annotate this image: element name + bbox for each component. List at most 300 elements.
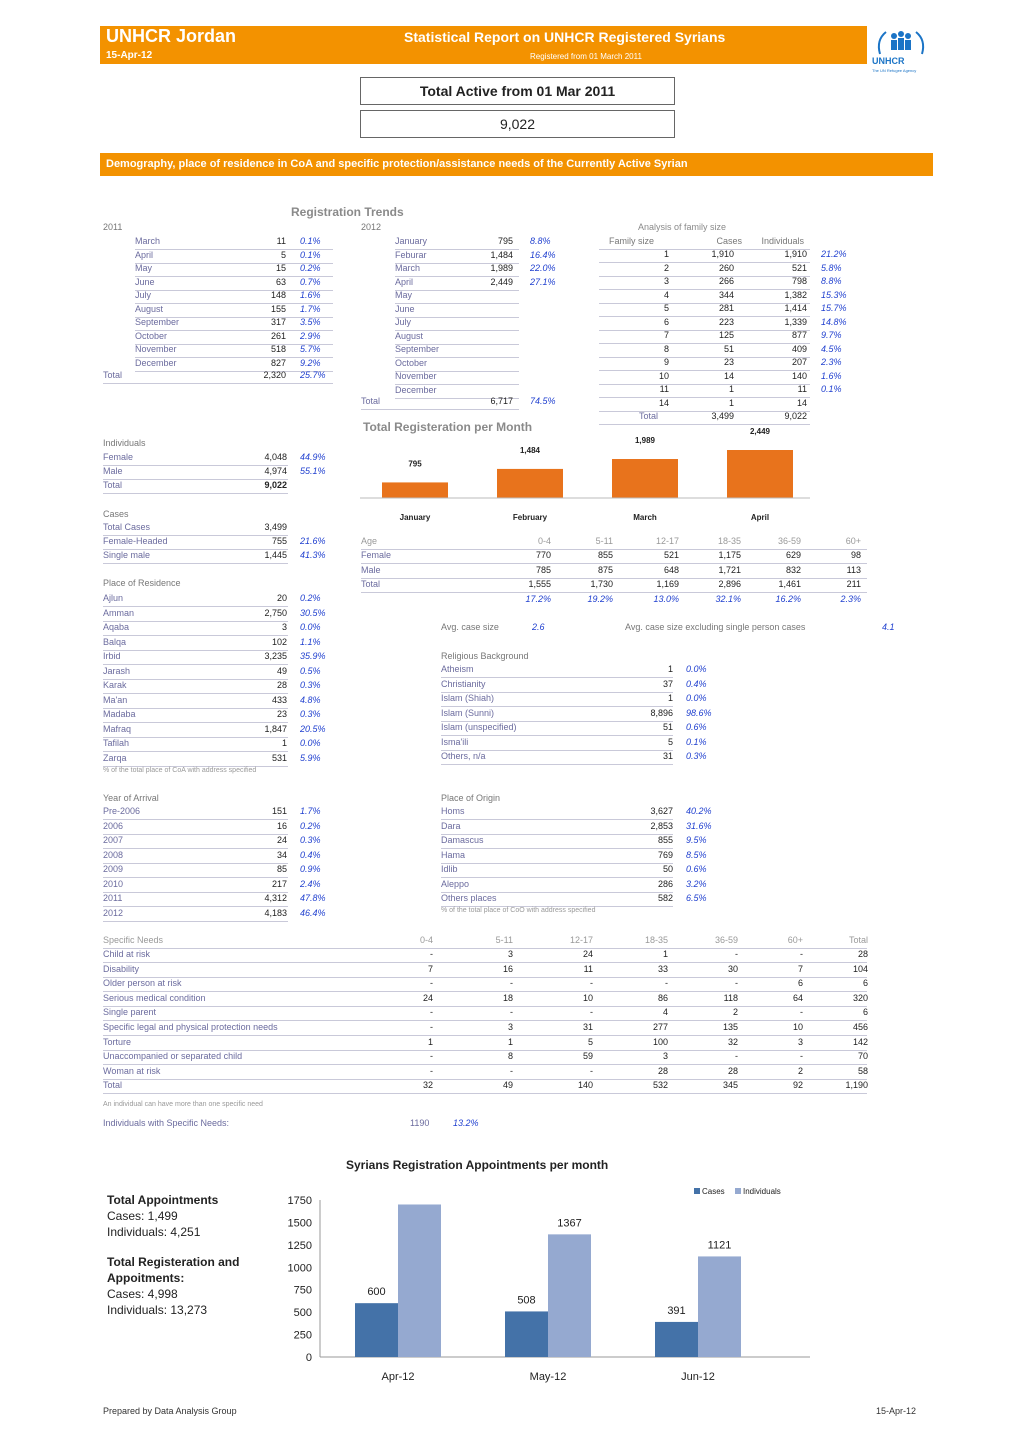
family-row-cell: 5 xyxy=(663,303,669,313)
age-row xyxy=(361,579,867,593)
appointments-summary xyxy=(107,1192,282,1318)
y-tick-label: 1500 xyxy=(287,1217,312,1230)
row-2012-cell: 795 xyxy=(497,236,513,246)
y-tick-label: 750 xyxy=(293,1284,312,1297)
footer-date: 15-Apr-12 xyxy=(876,1406,917,1416)
needs-row-cell: Older person at risk xyxy=(103,978,182,989)
row-2011-cell: 5 xyxy=(280,249,286,260)
row-2012-cell: May xyxy=(395,290,413,300)
needs-row xyxy=(103,1066,867,1080)
religion-row-cell: Atheism xyxy=(441,664,474,674)
appointments-category-label: Jun-12 xyxy=(681,1371,715,1383)
appointments-bar-individuals xyxy=(698,1256,741,1357)
age-row-cell: 648 xyxy=(663,564,679,575)
age-row-cell: Female xyxy=(361,550,392,560)
row-2011-cell: September xyxy=(135,317,180,327)
needs-row-cell: 31 xyxy=(582,1022,593,1032)
needs-row-cell: - xyxy=(800,1051,803,1062)
family-header xyxy=(599,236,810,250)
needs-row-cell: 24 xyxy=(422,992,433,1003)
arrival-row xyxy=(103,907,326,922)
cases-title: Cases xyxy=(103,509,129,519)
arrival-row xyxy=(103,835,321,849)
needs-row-cell: - xyxy=(665,978,668,989)
origin-row-cell: Dara xyxy=(441,820,461,831)
needs-row-cell: 30 xyxy=(727,963,738,974)
needs-row-cell: 32 xyxy=(727,1036,738,1047)
family-header-cell: Cases xyxy=(716,236,742,246)
needs-row-cell: 4 xyxy=(662,1007,668,1018)
age-row xyxy=(361,550,867,564)
row-2011-cell: 261 xyxy=(270,330,286,341)
logo-name: UNHCR xyxy=(872,56,905,66)
family-row-cell: 9.7% xyxy=(821,330,842,340)
religion-row-cell: 98.6% xyxy=(686,707,712,718)
religion-row xyxy=(441,722,707,736)
row-2011-cell: 9.2% xyxy=(300,357,321,368)
religion-row-cell: 0.4% xyxy=(686,678,707,689)
origin-row-cell: 9.5% xyxy=(686,835,707,845)
family-row xyxy=(599,249,847,263)
age-header-cell: 36-59 xyxy=(777,536,801,546)
arrival-row-cell: 2007 xyxy=(103,835,124,845)
y-tick-label: 250 xyxy=(293,1329,312,1342)
family-row xyxy=(599,343,842,358)
residence-row-cell: Aqaba xyxy=(103,622,130,632)
row-2012-cell: 1,989 xyxy=(490,263,513,273)
residence-row-cell: 23 xyxy=(276,709,287,719)
report-title: Statistical Report on UNHCR Registered Syrians xyxy=(404,29,726,45)
residence-row-cell: 35.9% xyxy=(300,651,326,661)
needs-row-cell: 277 xyxy=(652,1022,668,1032)
appointments-bar-label: 600 xyxy=(367,1286,386,1299)
org-name: UNHCR Jordan xyxy=(106,26,237,46)
family-title: Analysis of family size xyxy=(638,222,727,232)
total-label: Total Active from 01 Mar 2011 xyxy=(360,77,675,105)
residence-row-cell: Karak xyxy=(103,680,127,690)
family-row-cell: 1,339 xyxy=(784,316,807,327)
family-row xyxy=(599,370,842,385)
row-2012-total-cell: 74.5% xyxy=(530,396,556,406)
legend-cases-label: Cases xyxy=(702,1187,725,1196)
cases-row-cell: 3,499 xyxy=(264,522,287,532)
residence-row-cell: 102 xyxy=(271,636,287,647)
unhcr-emblem-icon xyxy=(870,26,932,56)
family-row xyxy=(599,303,847,317)
needs-row-cell: - xyxy=(800,1007,803,1018)
row-2012-cell: April xyxy=(395,276,414,287)
section-band: Demography, place of residence in CoA and specific protection/assistance needs of the Currently Active Syrian xyxy=(100,153,933,176)
origin-row xyxy=(441,878,707,893)
family-row-cell: 14 xyxy=(658,397,669,408)
arrival-row-cell: 0.2% xyxy=(300,820,321,831)
row-2012-cell: 22.0% xyxy=(530,263,556,273)
religion-row xyxy=(441,678,707,693)
family-row-cell: 1 xyxy=(728,384,734,394)
religion-row-cell: 0.1% xyxy=(686,736,707,747)
monthly-category-label: April xyxy=(750,513,770,522)
residence-row xyxy=(103,636,321,651)
needs-row xyxy=(103,964,867,978)
residence-note: % of the total place of CoA with address specified xyxy=(103,767,257,774)
monthly-bar xyxy=(382,482,448,498)
arrival-row-cell: 4,312 xyxy=(264,893,287,903)
family-row-cell: 11 xyxy=(659,384,669,394)
needs-row xyxy=(103,1007,867,1021)
individuals-total-cell: 9,022 xyxy=(264,480,287,490)
needs-row-cell: 16 xyxy=(502,963,513,974)
residence-row-cell: 1,847 xyxy=(264,723,287,734)
age-row-cell: 1,730 xyxy=(590,579,613,589)
residence-row-cell: 531 xyxy=(271,752,287,763)
avg-case-value: 2.6 xyxy=(532,622,545,632)
arrival-row-cell: 151 xyxy=(271,806,287,816)
needs-row-cell: 10 xyxy=(582,992,593,1003)
residence-row xyxy=(103,694,321,709)
residence-row-cell: 0.0% xyxy=(300,738,321,748)
appointments-title: Syrians Registration Appointments per month xyxy=(346,1158,609,1172)
residence-row xyxy=(103,651,326,665)
residence-row xyxy=(103,622,321,636)
needs-row-cell: 24 xyxy=(582,949,593,959)
row-2012-cell: Feburar xyxy=(395,249,427,260)
age-pct: 13.0% xyxy=(653,594,679,604)
residence-row-cell: Madaba xyxy=(103,709,136,719)
report-subtitle: Registered from 01 March 2011 xyxy=(530,52,642,61)
monthly-chart-title: Total Registeration per Month xyxy=(363,420,533,434)
family-row-cell: 5.8% xyxy=(821,262,842,273)
needs-header xyxy=(103,935,867,949)
needs-header-cell: Specific Needs xyxy=(103,935,164,945)
family-row xyxy=(599,262,842,277)
residence-row-cell: 49 xyxy=(276,665,287,676)
family-row-cell: 1,910 xyxy=(711,249,734,259)
row-2011-total-cell: 25.7% xyxy=(300,370,326,380)
row-2012-total-cell: Total xyxy=(361,396,381,406)
needs-row-cell: 1 xyxy=(662,949,668,959)
arrival-row-cell: 34 xyxy=(276,849,287,860)
family-row-cell: 7 xyxy=(663,330,669,340)
residence-row-cell: 0.2% xyxy=(300,593,321,603)
row-2011-cell: December xyxy=(135,357,177,368)
needs-row-cell: - xyxy=(430,1007,433,1018)
arrival-row xyxy=(103,878,321,893)
residence-row-cell: 28 xyxy=(276,680,287,690)
family-row-cell: 6 xyxy=(663,316,669,327)
needs-row-cell: - xyxy=(510,1007,513,1018)
appointments-chart xyxy=(270,1180,830,1390)
row-2012 xyxy=(395,317,519,331)
needs-row-cell: 92 xyxy=(792,1080,803,1091)
row-2011-cell: 15 xyxy=(275,263,286,273)
individuals-row-cell: Female xyxy=(103,452,134,462)
needs-with-value: 1190 xyxy=(410,1118,430,1128)
family-row-cell: 11 xyxy=(797,384,807,394)
age-header-cell: Age xyxy=(361,536,378,546)
row-2011-cell: 5.7% xyxy=(300,344,321,354)
needs-row-cell: 58 xyxy=(857,1065,868,1076)
row-2011-cell: 155 xyxy=(270,303,286,314)
age-row-cell: 113 xyxy=(846,564,861,575)
monthly-category-label: March xyxy=(633,513,657,522)
origin-row-cell: 50 xyxy=(662,864,673,874)
row-2011-cell: 0.2% xyxy=(300,263,321,273)
appointments-bar-individuals xyxy=(398,1204,441,1357)
row-2011-cell: July xyxy=(135,290,152,300)
needs-row-cell: 11 xyxy=(583,963,593,974)
monthly-category-label: January xyxy=(399,513,431,522)
individuals-row-cell: Male xyxy=(103,466,123,476)
family-row xyxy=(599,357,842,371)
needs-with-pct: 13.2% xyxy=(453,1118,479,1128)
residence-row xyxy=(103,752,321,767)
report-header xyxy=(100,26,867,64)
origin-row-cell: Aleppo xyxy=(441,878,470,889)
family-total-cell: Total xyxy=(639,411,659,421)
report-date: 15-Apr-12 xyxy=(106,50,153,61)
needs-row-cell: 345 xyxy=(722,1080,738,1091)
religion-row-cell: Others, n/a xyxy=(441,751,486,761)
origin-row-cell: 3,627 xyxy=(650,806,673,816)
needs-row-cell: - xyxy=(800,949,803,959)
age-row-cell: 1,175 xyxy=(718,550,741,560)
family-row-cell: 409 xyxy=(791,343,807,354)
appointments-category-label: May-12 xyxy=(529,1371,567,1383)
family-header-cell: Individuals xyxy=(761,236,804,246)
row-2012-cell: March xyxy=(395,263,421,273)
needs-row-cell: - xyxy=(735,978,738,989)
needs-row xyxy=(103,1037,867,1051)
residence-row-cell: 3 xyxy=(281,622,287,632)
family-row-cell: 8 xyxy=(663,343,669,354)
needs-row-cell: 3 xyxy=(507,949,513,959)
monthly-bar xyxy=(727,450,793,498)
monthly-bar-label: 795 xyxy=(408,459,422,469)
needs-row xyxy=(103,993,867,1007)
age-pct: 2.3% xyxy=(840,594,861,604)
needs-row-cell: - xyxy=(510,978,513,989)
needs-header-cell: Total xyxy=(848,935,868,945)
needs-header-cell: 0-4 xyxy=(419,935,433,945)
needs-row-cell: 59 xyxy=(582,1051,593,1062)
family-row-cell: 3 xyxy=(663,276,669,286)
origin-row-cell: 6.5% xyxy=(686,893,707,903)
individuals-row-cell: 55.1% xyxy=(300,466,326,476)
needs-row-cell: 118 xyxy=(723,992,738,1003)
age-pct: 16.2% xyxy=(775,594,801,604)
needs-row-cell: - xyxy=(430,978,433,989)
family-row-cell: 260 xyxy=(718,262,734,273)
row-2011-cell: 1.6% xyxy=(300,290,321,300)
needs-row-cell: 1,190 xyxy=(845,1080,868,1091)
family-row-cell: 1,414 xyxy=(784,303,807,313)
needs-with-label: Individuals with Specific Needs: xyxy=(103,1118,230,1128)
row-2012 xyxy=(395,236,551,250)
row-2012 xyxy=(395,358,519,372)
origin-row-cell: 31.6% xyxy=(686,820,712,831)
needs-row-cell: - xyxy=(510,1065,513,1076)
arrival-row-cell: 2011 xyxy=(103,893,123,903)
age-row-cell: 521 xyxy=(663,550,679,560)
age-row xyxy=(361,565,867,579)
family-row-cell: 4.5% xyxy=(821,343,842,354)
family-row-cell: 51 xyxy=(723,343,734,354)
row-2011 xyxy=(135,344,333,358)
residence-row-cell: 433 xyxy=(271,694,287,705)
row-2012-cell: 16.4% xyxy=(530,249,556,260)
religion-row-cell: Christianity xyxy=(441,678,486,689)
family-total-cell: 3,499 xyxy=(711,411,734,421)
total-registration-individuals: Individuals: 13,273 xyxy=(107,1303,208,1317)
religion-row xyxy=(441,751,707,765)
row-2011-cell: 0.1% xyxy=(300,236,321,246)
religion-row-cell: 1 xyxy=(667,664,673,674)
origin-row-cell: 0.6% xyxy=(686,864,707,874)
individuals-row xyxy=(103,452,326,466)
needs-row-cell: - xyxy=(590,1065,593,1076)
arrival-row-cell: 2006 xyxy=(103,820,124,831)
age-pct: 17.2% xyxy=(525,594,551,604)
family-row-cell: 21.2% xyxy=(821,249,847,259)
residence-row-cell: Ma'an xyxy=(103,694,128,705)
cases-row-cell: Female-Headed xyxy=(103,536,168,546)
origin-row-cell: 769 xyxy=(657,849,673,860)
y-tick-label: 1000 xyxy=(287,1262,312,1275)
logo-tagline: The UN Refugee Agency xyxy=(872,68,917,73)
row-2011-cell: 518 xyxy=(270,344,286,354)
residence-row-cell: Ajlun xyxy=(103,593,124,603)
arrival-row-cell: 2008 xyxy=(103,849,124,860)
needs-row-cell: 28 xyxy=(657,1065,668,1076)
needs-row-cell: 135 xyxy=(722,1022,738,1032)
arrival-row-cell: 24 xyxy=(276,835,287,845)
needs-row-cell: 18 xyxy=(502,992,513,1003)
family-row-cell: 207 xyxy=(791,357,807,367)
religion-row-cell: 0.3% xyxy=(686,751,707,761)
origin-row-cell: Idlib xyxy=(441,864,458,874)
age-header-cell: 5-11 xyxy=(595,536,613,546)
family-row-cell: 1,910 xyxy=(784,249,807,259)
needs-row-cell: 1 xyxy=(427,1036,433,1047)
needs-row-cell: 5 xyxy=(587,1036,593,1047)
arrival-row-cell: 0.4% xyxy=(300,849,321,860)
family-row xyxy=(599,276,842,290)
origin-row-cell: 855 xyxy=(657,835,673,845)
arrival-row-cell: 4,183 xyxy=(264,907,287,918)
row-2012-cell: November xyxy=(395,371,437,381)
row-2012 xyxy=(395,263,556,277)
religion-row-cell: Islam (Sunni) xyxy=(441,707,495,718)
residence-row-cell: Zarqa xyxy=(103,752,127,763)
needs-row-cell: 86 xyxy=(657,992,668,1003)
needs-row-cell: 532 xyxy=(652,1080,668,1091)
row-2012-cell: 8.8% xyxy=(530,236,551,246)
family-row-cell: 0.1% xyxy=(821,384,842,394)
residence-row xyxy=(103,723,326,738)
origin-row-cell: 3.2% xyxy=(686,878,707,889)
needs-row xyxy=(103,1051,867,1065)
age-row-cell: Male xyxy=(361,564,381,575)
row-2011-cell: April xyxy=(135,249,154,260)
row-2011 xyxy=(135,331,333,345)
needs-row-cell: 6 xyxy=(797,978,803,989)
row-2012-cell: October xyxy=(395,357,428,368)
arrival-row-cell: 1.7% xyxy=(300,806,321,816)
row-2012 xyxy=(395,344,519,358)
y-tick-label: 1750 xyxy=(287,1195,312,1207)
appointments-bar-label: 1121 xyxy=(707,1239,732,1252)
family-row-cell: 1.6% xyxy=(821,370,842,381)
residence-title: Place of Residence xyxy=(103,578,181,588)
legend-individuals-swatch xyxy=(735,1188,741,1194)
row-2011-cell: August xyxy=(135,303,164,314)
cases-row-cell: Total Cases xyxy=(103,522,151,532)
row-2012-total xyxy=(361,396,556,410)
arrival-row-cell: Pre-2006 xyxy=(103,806,141,816)
individuals-total xyxy=(103,480,288,494)
residence-row-cell: 20 xyxy=(276,593,287,603)
family-row-cell: 877 xyxy=(791,330,807,340)
family-row xyxy=(599,330,842,344)
total-appointments-label: Total Appointments xyxy=(107,1193,219,1207)
cases-row-cell: 21.6% xyxy=(300,536,326,546)
needs-row-cell: Disability xyxy=(103,963,140,974)
arrival-row-cell: 0.9% xyxy=(300,864,321,874)
row-2011-cell: May xyxy=(135,263,153,273)
age-row-cell: 629 xyxy=(785,550,801,560)
age-row-cell: 211 xyxy=(846,579,861,589)
appointments-bar-cases xyxy=(505,1311,548,1357)
row-2012-cell: January xyxy=(395,236,428,246)
age-pct: 19.2% xyxy=(587,594,613,604)
family-row xyxy=(599,384,842,398)
monthly-category-label: February xyxy=(512,513,548,522)
needs-row-cell: 3 xyxy=(662,1051,668,1062)
residence-row-cell: Irbid xyxy=(103,651,121,661)
origin-row-cell: Homs xyxy=(441,806,465,816)
residence-row-cell: 0.5% xyxy=(300,665,321,676)
age-row-cell: 2,896 xyxy=(718,579,741,589)
arrival-row-cell: 2.4% xyxy=(300,878,321,889)
row-2012-cell: 27.1% xyxy=(530,276,556,287)
row-2011-cell: 0.7% xyxy=(300,276,321,287)
arrival-row-cell: 0.3% xyxy=(300,835,321,845)
origin-row-cell: 286 xyxy=(657,878,673,889)
trends-title: Registration Trends xyxy=(291,205,404,219)
family-row-cell: 125 xyxy=(718,330,734,340)
cases-row-cell: 41.3% xyxy=(300,550,326,560)
family-row-cell: 521 xyxy=(791,262,807,273)
row-2012-cell: June xyxy=(395,303,415,314)
residence-row xyxy=(103,709,321,723)
needs-row-cell: - xyxy=(590,1007,593,1018)
needs-row-cell: 70 xyxy=(857,1051,868,1062)
needs-row-cell: 1 xyxy=(507,1036,513,1047)
residence-row-cell: Tafilah xyxy=(103,738,130,748)
monthly-bar-label: 1,484 xyxy=(519,445,541,455)
needs-header-cell: 18-35 xyxy=(644,935,668,945)
origin-row xyxy=(441,849,707,864)
religion-row-cell: 0.0% xyxy=(686,693,707,703)
residence-row-cell: 20.5% xyxy=(300,723,326,734)
religion-row-cell: 37 xyxy=(662,678,673,689)
appointments-bar-label: 508 xyxy=(517,1294,536,1307)
age-row-cell: 770 xyxy=(535,550,551,560)
arrival-row-cell: 2010 xyxy=(103,878,124,889)
unhcr-logo xyxy=(870,26,932,78)
individuals-row-cell: 4,974 xyxy=(264,466,287,476)
age-row-cell: 875 xyxy=(597,564,613,575)
